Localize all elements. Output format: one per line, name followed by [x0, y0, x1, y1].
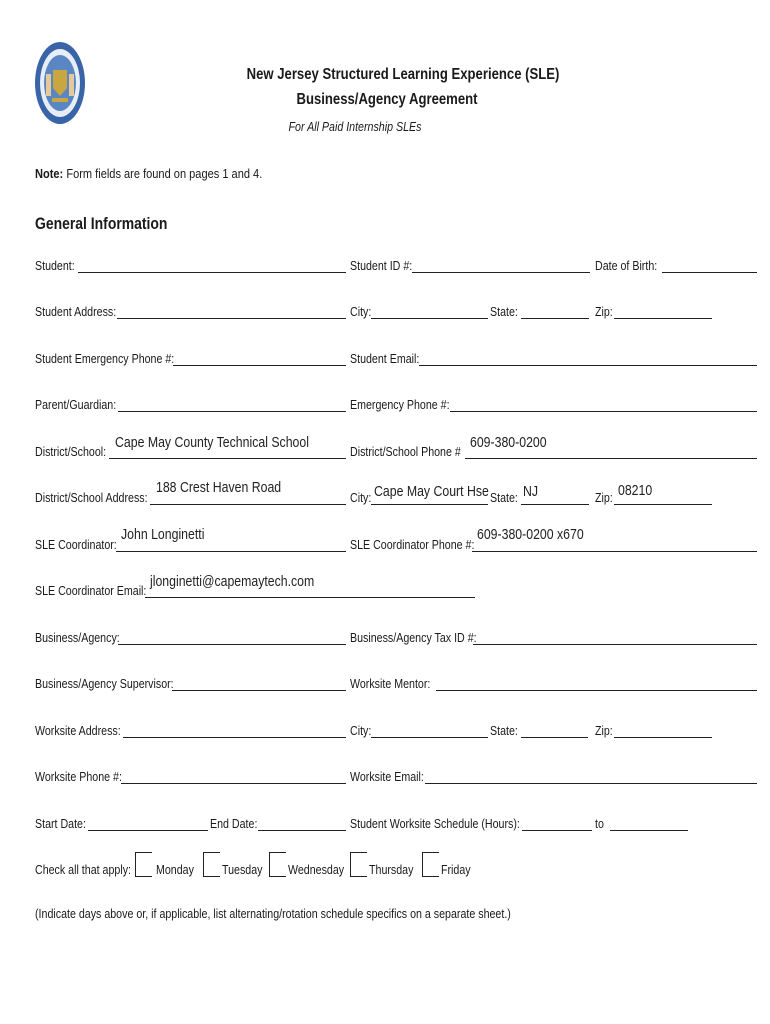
supervisor-label: Business/Agency Supervisor: — [35, 676, 174, 691]
schedule-label: Student Worksite Schedule (Hours): — [350, 816, 520, 831]
worksite-email-field[interactable] — [425, 783, 757, 784]
friday-label: Friday — [441, 862, 471, 877]
schedule-start-field[interactable] — [522, 830, 592, 831]
sle-coordinator-email-value: jlonginetti@capemaytech.com — [150, 573, 315, 590]
student-address-label: Student Address: — [35, 304, 117, 319]
district-phone-label: District/School Phone # — [350, 444, 461, 459]
wednesday-label: Wednesday — [288, 862, 345, 877]
form-subtitle: For All Paid Internship SLEs — [288, 119, 422, 134]
mentor-field[interactable] — [436, 690, 757, 691]
student-email-label: Student Email: — [350, 351, 420, 366]
check-all-label: Check all that apply: — [35, 862, 132, 877]
sle-coordinator-field[interactable] — [116, 551, 346, 552]
student-address-field[interactable] — [117, 318, 346, 319]
district-school-label: District/School: — [35, 444, 107, 459]
monday-label: Monday — [156, 862, 194, 877]
worksite-address-field[interactable] — [123, 737, 346, 738]
sle-coordinator-phone-label: SLE Coordinator Phone #: — [350, 537, 475, 552]
schedule-end-field[interactable] — [610, 830, 688, 831]
district-address-value: 188 Crest Haven Road — [156, 479, 282, 496]
student-email-field[interactable] — [419, 365, 757, 366]
worksite-city-label: City: — [350, 723, 372, 738]
start-date-label: Start Date: — [35, 816, 86, 831]
worksite-city-field[interactable] — [371, 737, 488, 738]
sle-coordinator-email-label: SLE Coordinator Email: — [35, 583, 147, 598]
tax-id-field[interactable] — [473, 644, 757, 645]
district-phone-field[interactable] — [465, 458, 757, 459]
emergency-phone-label: Student Emergency Phone #: — [35, 351, 175, 366]
wednesday-checkbox[interactable] — [269, 852, 286, 877]
monday-checkbox[interactable] — [135, 852, 152, 877]
student-field[interactable] — [78, 272, 346, 273]
student-state-field[interactable] — [521, 318, 589, 319]
sle-coordinator-phone-value: 609-380-0200 x670 — [477, 526, 584, 543]
emergency-phone-field[interactable] — [173, 365, 346, 366]
end-date-label: End Date: — [210, 816, 258, 831]
district-zip-value: 08210 — [618, 482, 653, 499]
thursday-label: Thursday — [369, 862, 414, 877]
parent-label: Parent/Guardian: — [35, 397, 117, 412]
worksite-phone-label: Worksite Phone #: — [35, 769, 122, 784]
end-date-field[interactable] — [258, 830, 346, 831]
business-label: Business/Agency: — [35, 630, 120, 645]
district-address-label: District/School Address: — [35, 490, 148, 505]
sle-coordinator-phone-field[interactable] — [472, 551, 757, 552]
student-zip-label: Zip: — [595, 304, 613, 319]
business-field[interactable] — [118, 644, 346, 645]
district-state-label: State: — [490, 490, 518, 505]
parent-phone-label: Emergency Phone #: — [350, 397, 450, 412]
schedule-to-label: to — [595, 816, 604, 831]
tuesday-checkbox[interactable] — [203, 852, 220, 877]
thursday-checkbox[interactable] — [350, 852, 367, 877]
student-id-label: Student ID #: — [350, 258, 413, 273]
district-state-value: NJ — [523, 483, 539, 500]
sle-coordinator-value: John Longinetti — [121, 526, 205, 543]
district-phone-value: 609-380-0200 — [470, 434, 547, 451]
district-address-field[interactable] — [150, 504, 346, 505]
friday-checkbox[interactable] — [422, 852, 439, 877]
worksite-state-field[interactable] — [521, 737, 588, 738]
tuesday-label: Tuesday — [222, 862, 263, 877]
sle-coordinator-label: SLE Coordinator: — [35, 537, 117, 552]
supervisor-field[interactable] — [172, 690, 346, 691]
dob-label: Date of Birth: — [595, 258, 658, 273]
mentor-label: Worksite Mentor: — [350, 676, 431, 691]
district-school-value: Cape May County Technical School — [115, 434, 309, 451]
district-zip-field[interactable] — [614, 504, 712, 505]
worksite-email-label: Worksite Email: — [350, 769, 424, 784]
nj-department-seal — [34, 40, 86, 126]
dob-field[interactable] — [662, 272, 757, 273]
schedule-footnote: (Indicate days above or, if applicable, list alternating/rotation schedule specifics on a separate sheet.) — [35, 906, 511, 921]
worksite-address-label: Worksite Address: — [35, 723, 121, 738]
student-label: Student: — [35, 258, 75, 273]
student-zip-field[interactable] — [614, 318, 712, 319]
district-city-label: City: — [350, 490, 372, 505]
parent-phone-field[interactable] — [450, 411, 757, 412]
student-city-label: City: — [350, 304, 372, 319]
section-title: General Information — [35, 214, 168, 233]
parent-field[interactable] — [118, 411, 346, 412]
form-title-line2: Business/Agency Agreement — [296, 91, 478, 108]
district-city-value: Cape May Court Hse — [374, 483, 489, 500]
district-zip-label: Zip: — [595, 490, 613, 505]
district-state-field[interactable] — [521, 504, 589, 505]
form-title: New Jersey Structured Learning Experience (SLE) — [246, 66, 560, 83]
worksite-state-label: State: — [490, 723, 518, 738]
worksite-phone-field[interactable] — [121, 783, 346, 784]
tax-id-label: Business/Agency Tax ID #: — [350, 630, 477, 645]
district-school-field[interactable] — [109, 458, 346, 459]
sle-coordinator-email-field[interactable] — [145, 597, 475, 598]
note-text: Form fields are found on pages 1 and 4. — [66, 166, 263, 181]
note-label: Note: — [35, 166, 64, 181]
worksite-zip-field[interactable] — [614, 737, 712, 738]
student-city-field[interactable] — [371, 318, 488, 319]
district-city-field[interactable] — [371, 504, 488, 505]
note — [35, 166, 262, 181]
worksite-zip-label: Zip: — [595, 723, 613, 738]
start-date-field[interactable] — [88, 830, 208, 831]
student-id-field[interactable] — [412, 272, 590, 273]
student-state-label: State: — [490, 304, 518, 319]
